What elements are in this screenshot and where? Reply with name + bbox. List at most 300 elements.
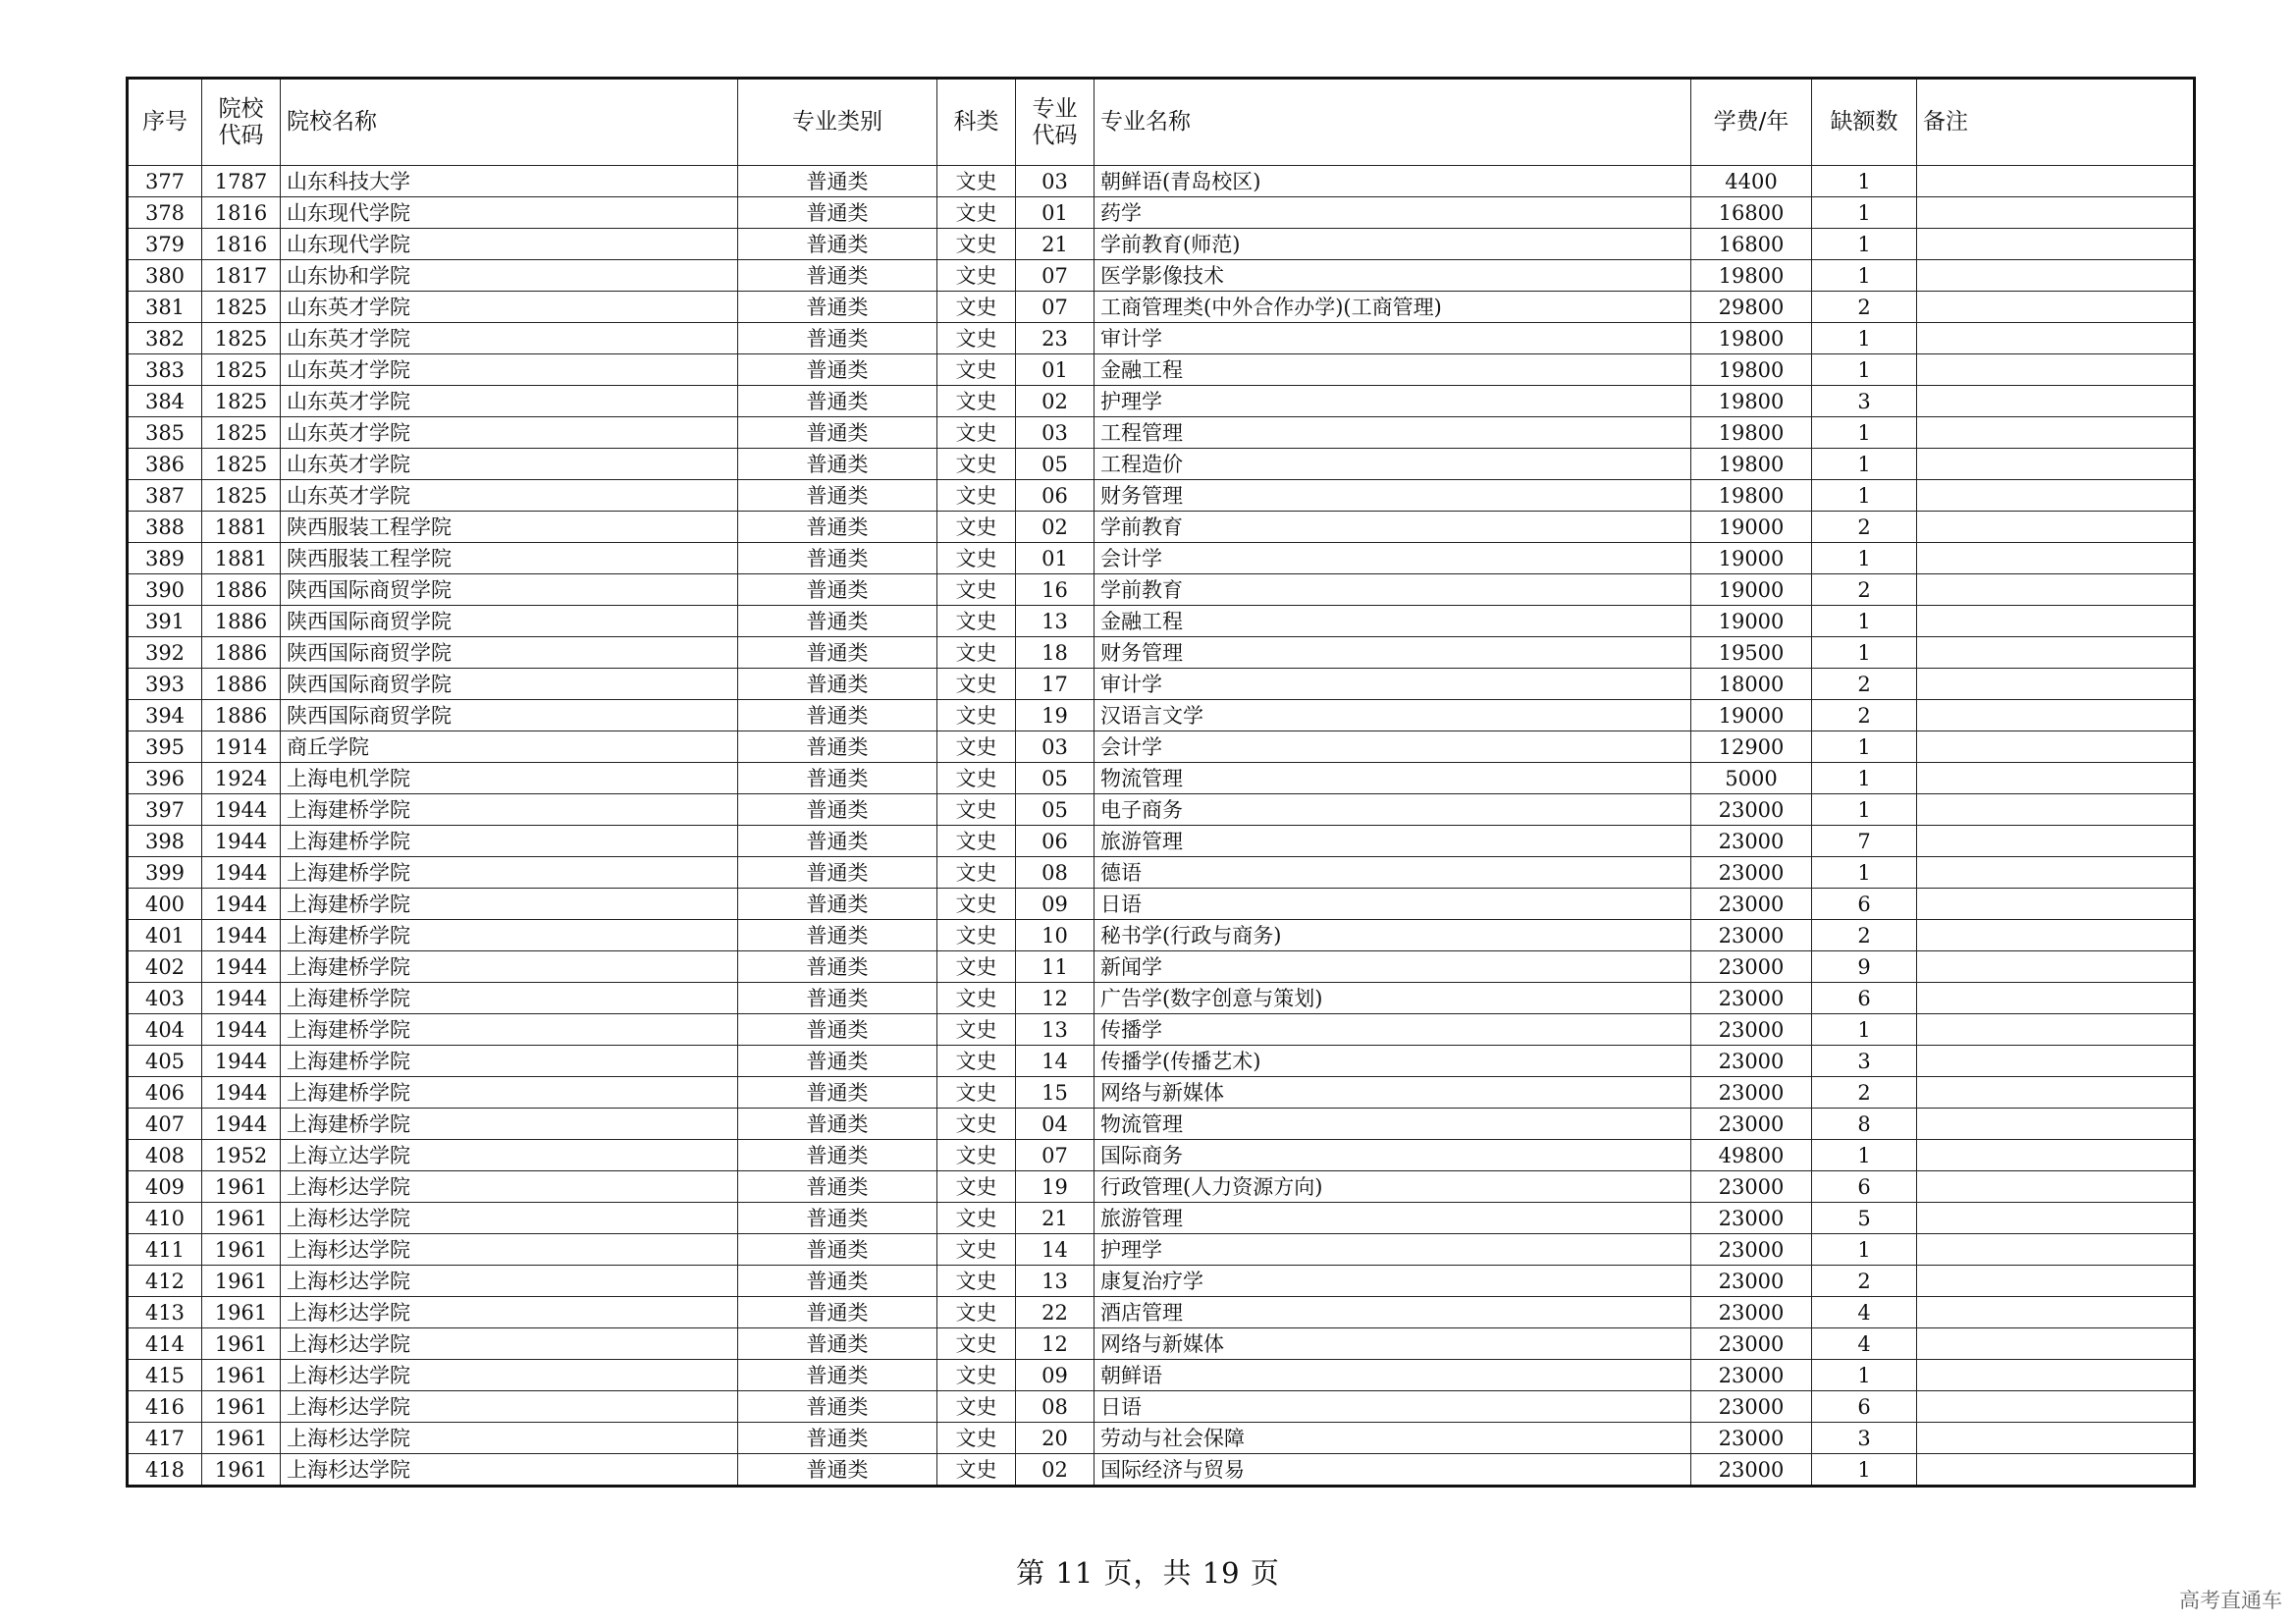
table-row [128, 1077, 2195, 1109]
cell-major-name: 护理学 [1095, 1234, 1691, 1266]
cell-school-code: 1825 [202, 386, 281, 417]
cell-tuition: 23000 [1691, 1171, 1812, 1203]
cell-remarks [1917, 1454, 2195, 1487]
cell-major-code: 05 [1016, 449, 1095, 480]
table-row [128, 1140, 2195, 1171]
cell-tuition: 18000 [1691, 669, 1812, 700]
cell-major-category: 普通类 [738, 1328, 937, 1360]
table-row [128, 669, 2195, 700]
cell-school-name: 陕西国际商贸学院 [281, 700, 738, 731]
table-row [128, 166, 2195, 197]
table-row [128, 637, 2195, 669]
cell-remarks [1917, 166, 2195, 197]
cell-vacancy: 1 [1812, 354, 1917, 386]
cell-major-code: 11 [1016, 951, 1095, 983]
cell-major-code: 21 [1016, 1203, 1095, 1234]
cell-vacancy: 1 [1812, 1140, 1917, 1171]
header-school-name: 院校名称 [281, 79, 738, 166]
cell-tuition: 23000 [1691, 1297, 1812, 1328]
cell-remarks [1917, 386, 2195, 417]
cell-serial: 393 [128, 669, 202, 700]
cell-school-code: 1961 [202, 1360, 281, 1391]
cell-subject-type: 文史 [937, 1109, 1016, 1140]
cell-vacancy: 1 [1812, 229, 1917, 260]
cell-major-name: 新闻学 [1095, 951, 1691, 983]
cell-vacancy: 2 [1812, 574, 1917, 606]
cell-serial: 391 [128, 606, 202, 637]
cell-major-code: 16 [1016, 574, 1095, 606]
cell-major-name: 劳动与社会保障 [1095, 1423, 1691, 1454]
cell-subject-type: 文史 [937, 1328, 1016, 1360]
cell-school-code: 1961 [202, 1234, 281, 1266]
cell-major-category: 普通类 [738, 1014, 937, 1046]
cell-tuition: 5000 [1691, 763, 1812, 794]
cell-school-name: 上海杉达学院 [281, 1171, 738, 1203]
cell-tuition: 19000 [1691, 700, 1812, 731]
table-row [128, 857, 2195, 889]
cell-major-code: 04 [1016, 1109, 1095, 1140]
cell-subject-type: 文史 [937, 606, 1016, 637]
cell-school-code: 1944 [202, 1077, 281, 1109]
cell-vacancy: 6 [1812, 1391, 1917, 1423]
cell-subject-type: 文史 [937, 354, 1016, 386]
cell-tuition: 23000 [1691, 951, 1812, 983]
cell-remarks [1917, 983, 2195, 1014]
cell-vacancy: 9 [1812, 951, 1917, 983]
cell-major-name: 金融工程 [1095, 354, 1691, 386]
table-body [128, 166, 2195, 1487]
cell-school-name: 山东现代学院 [281, 229, 738, 260]
cell-vacancy: 1 [1812, 543, 1917, 574]
cell-vacancy: 3 [1812, 386, 1917, 417]
table-row [128, 1454, 2195, 1487]
cell-serial: 409 [128, 1171, 202, 1203]
cell-school-code: 1886 [202, 669, 281, 700]
cell-school-code: 1961 [202, 1266, 281, 1297]
cell-tuition: 4400 [1691, 166, 1812, 197]
cell-major-code: 02 [1016, 386, 1095, 417]
cell-major-category: 普通类 [738, 794, 937, 826]
cell-serial: 416 [128, 1391, 202, 1423]
cell-subject-type: 文史 [937, 417, 1016, 449]
admission-vacancy-table [126, 77, 2196, 1488]
cell-major-category: 普通类 [738, 323, 937, 354]
cell-tuition: 19500 [1691, 637, 1812, 669]
cell-subject-type: 文史 [937, 1454, 1016, 1487]
cell-school-code: 1816 [202, 229, 281, 260]
cell-major-category: 普通类 [738, 889, 937, 920]
cell-major-code: 19 [1016, 700, 1095, 731]
cell-remarks [1917, 1297, 2195, 1328]
cell-school-code: 1817 [202, 260, 281, 292]
cell-school-code: 1914 [202, 731, 281, 763]
cell-major-code: 06 [1016, 826, 1095, 857]
table-row [128, 480, 2195, 512]
cell-remarks [1917, 1171, 2195, 1203]
cell-school-name: 上海建桥学院 [281, 1109, 738, 1140]
cell-subject-type: 文史 [937, 1203, 1016, 1234]
cell-remarks [1917, 1077, 2195, 1109]
cell-major-category: 普通类 [738, 543, 937, 574]
cell-school-code: 1825 [202, 323, 281, 354]
cell-remarks [1917, 731, 2195, 763]
cell-major-category: 普通类 [738, 763, 937, 794]
cell-vacancy: 1 [1812, 637, 1917, 669]
cell-remarks [1917, 826, 2195, 857]
cell-major-name: 电子商务 [1095, 794, 1691, 826]
table-row [128, 229, 2195, 260]
cell-school-code: 1944 [202, 1014, 281, 1046]
table-row [128, 889, 2195, 920]
cell-tuition: 23000 [1691, 1454, 1812, 1487]
cell-remarks [1917, 857, 2195, 889]
cell-vacancy: 1 [1812, 449, 1917, 480]
cell-tuition: 23000 [1691, 1423, 1812, 1454]
cell-remarks [1917, 1423, 2195, 1454]
cell-school-code: 1881 [202, 512, 281, 543]
cell-subject-type: 文史 [937, 983, 1016, 1014]
cell-serial: 411 [128, 1234, 202, 1266]
cell-major-code: 06 [1016, 480, 1095, 512]
cell-remarks [1917, 449, 2195, 480]
cell-major-code: 08 [1016, 857, 1095, 889]
cell-major-name: 工程造价 [1095, 449, 1691, 480]
cell-major-name: 传播学 [1095, 1014, 1691, 1046]
cell-vacancy: 1 [1812, 794, 1917, 826]
cell-school-code: 1961 [202, 1203, 281, 1234]
cell-school-name: 山东英才学院 [281, 449, 738, 480]
cell-remarks [1917, 669, 2195, 700]
cell-school-name: 上海建桥学院 [281, 1046, 738, 1077]
cell-major-category: 普通类 [738, 197, 937, 229]
table-row [128, 1266, 2195, 1297]
cell-major-name: 会计学 [1095, 731, 1691, 763]
cell-subject-type: 文史 [937, 480, 1016, 512]
cell-major-category: 普通类 [738, 1046, 937, 1077]
cell-tuition: 23000 [1691, 1014, 1812, 1046]
cell-serial: 403 [128, 983, 202, 1014]
cell-serial: 395 [128, 731, 202, 763]
cell-tuition: 19800 [1691, 480, 1812, 512]
cell-major-code: 13 [1016, 1014, 1095, 1046]
cell-vacancy: 2 [1812, 920, 1917, 951]
cell-major-category: 普通类 [738, 1171, 937, 1203]
cell-serial: 406 [128, 1077, 202, 1109]
cell-tuition: 23000 [1691, 826, 1812, 857]
cell-major-category: 普通类 [738, 354, 937, 386]
cell-school-name: 上海杉达学院 [281, 1203, 738, 1234]
cell-subject-type: 文史 [937, 197, 1016, 229]
cell-serial: 412 [128, 1266, 202, 1297]
cell-school-name: 上海电机学院 [281, 763, 738, 794]
cell-school-name: 上海杉达学院 [281, 1360, 738, 1391]
cell-major-code: 19 [1016, 1171, 1095, 1203]
table-row [128, 1328, 2195, 1360]
cell-serial: 388 [128, 512, 202, 543]
cell-major-code: 03 [1016, 417, 1095, 449]
cell-school-code: 1961 [202, 1454, 281, 1487]
cell-school-code: 1944 [202, 1046, 281, 1077]
cell-school-code: 1787 [202, 166, 281, 197]
cell-school-name: 上海建桥学院 [281, 1077, 738, 1109]
cell-school-code: 1961 [202, 1297, 281, 1328]
cell-major-name: 网络与新媒体 [1095, 1077, 1691, 1109]
cell-remarks [1917, 292, 2195, 323]
cell-remarks [1917, 889, 2195, 920]
cell-major-name: 秘书学(行政与商务) [1095, 920, 1691, 951]
cell-school-name: 上海杉达学院 [281, 1391, 738, 1423]
cell-school-name: 上海建桥学院 [281, 951, 738, 983]
cell-vacancy: 1 [1812, 166, 1917, 197]
cell-major-name: 金融工程 [1095, 606, 1691, 637]
cell-school-name: 上海杉达学院 [281, 1234, 738, 1266]
cell-school-code: 1944 [202, 983, 281, 1014]
cell-major-code: 09 [1016, 1360, 1095, 1391]
cell-school-code: 1952 [202, 1140, 281, 1171]
cell-school-code: 1944 [202, 826, 281, 857]
cell-school-name: 商丘学院 [281, 731, 738, 763]
cell-major-category: 普通类 [738, 512, 937, 543]
cell-school-name: 陕西国际商贸学院 [281, 574, 738, 606]
cell-subject-type: 文史 [937, 826, 1016, 857]
cell-remarks [1917, 637, 2195, 669]
table-row [128, 449, 2195, 480]
cell-serial: 385 [128, 417, 202, 449]
cell-major-name: 学前教育 [1095, 574, 1691, 606]
header-subject-type: 科类 [937, 79, 1016, 166]
cell-vacancy: 1 [1812, 606, 1917, 637]
cell-vacancy: 1 [1812, 1014, 1917, 1046]
cell-remarks [1917, 1203, 2195, 1234]
cell-remarks [1917, 512, 2195, 543]
cell-remarks [1917, 920, 2195, 951]
cell-subject-type: 文史 [937, 543, 1016, 574]
cell-subject-type: 文史 [937, 1077, 1016, 1109]
cell-tuition: 23000 [1691, 1328, 1812, 1360]
cell-major-name: 行政管理(人力资源方向) [1095, 1171, 1691, 1203]
cell-major-name: 酒店管理 [1095, 1297, 1691, 1328]
cell-serial: 400 [128, 889, 202, 920]
cell-remarks [1917, 229, 2195, 260]
cell-remarks [1917, 323, 2195, 354]
cell-tuition: 19800 [1691, 417, 1812, 449]
cell-serial: 405 [128, 1046, 202, 1077]
cell-remarks [1917, 260, 2195, 292]
cell-serial: 413 [128, 1297, 202, 1328]
cell-major-code: 08 [1016, 1391, 1095, 1423]
cell-vacancy: 1 [1812, 323, 1917, 354]
cell-vacancy: 1 [1812, 763, 1917, 794]
cell-subject-type: 文史 [937, 1014, 1016, 1046]
cell-school-name: 上海立达学院 [281, 1140, 738, 1171]
cell-subject-type: 文史 [937, 323, 1016, 354]
table-row [128, 826, 2195, 857]
cell-tuition: 19800 [1691, 386, 1812, 417]
cell-remarks [1917, 1046, 2195, 1077]
cell-vacancy: 6 [1812, 1171, 1917, 1203]
cell-vacancy: 7 [1812, 826, 1917, 857]
cell-major-category: 普通类 [738, 920, 937, 951]
table-row [128, 512, 2195, 543]
cell-remarks [1917, 1014, 2195, 1046]
cell-school-name: 上海建桥学院 [281, 857, 738, 889]
cell-school-code: 1825 [202, 292, 281, 323]
table-row [128, 951, 2195, 983]
cell-school-code: 1961 [202, 1423, 281, 1454]
cell-subject-type: 文史 [937, 1360, 1016, 1391]
cell-tuition: 19800 [1691, 354, 1812, 386]
cell-school-code: 1944 [202, 889, 281, 920]
cell-vacancy: 2 [1812, 1266, 1917, 1297]
header-row [128, 79, 2195, 166]
cell-subject-type: 文史 [937, 1297, 1016, 1328]
cell-subject-type: 文史 [937, 512, 1016, 543]
table-row [128, 323, 2195, 354]
cell-vacancy: 2 [1812, 1077, 1917, 1109]
cell-major-code: 10 [1016, 920, 1095, 951]
cell-subject-type: 文史 [937, 449, 1016, 480]
cell-subject-type: 文史 [937, 1423, 1016, 1454]
cell-vacancy: 1 [1812, 480, 1917, 512]
table-row [128, 260, 2195, 292]
cell-serial: 382 [128, 323, 202, 354]
cell-vacancy: 3 [1812, 1423, 1917, 1454]
cell-vacancy: 4 [1812, 1328, 1917, 1360]
table-row [128, 763, 2195, 794]
cell-subject-type: 文史 [937, 857, 1016, 889]
header-school-code: 院校代码 [202, 79, 281, 166]
cell-subject-type: 文史 [937, 637, 1016, 669]
cell-subject-type: 文史 [937, 1266, 1016, 1297]
cell-tuition: 19800 [1691, 449, 1812, 480]
cell-subject-type: 文史 [937, 794, 1016, 826]
cell-major-category: 普通类 [738, 386, 937, 417]
cell-remarks [1917, 1266, 2195, 1297]
cell-tuition: 19000 [1691, 512, 1812, 543]
cell-major-name: 学前教育(师范) [1095, 229, 1691, 260]
cell-school-code: 1944 [202, 1109, 281, 1140]
cell-major-name: 审计学 [1095, 669, 1691, 700]
cell-tuition: 19800 [1691, 323, 1812, 354]
watermark-text: 高考直通车 [2179, 1589, 2282, 1612]
cell-major-name: 物流管理 [1095, 763, 1691, 794]
cell-tuition: 23000 [1691, 1203, 1812, 1234]
cell-major-category: 普通类 [738, 1234, 937, 1266]
cell-tuition: 23000 [1691, 920, 1812, 951]
cell-vacancy: 6 [1812, 983, 1917, 1014]
cell-major-name: 网络与新媒体 [1095, 1328, 1691, 1360]
cell-subject-type: 文史 [937, 292, 1016, 323]
cell-school-code: 1886 [202, 574, 281, 606]
cell-school-code: 1886 [202, 700, 281, 731]
cell-major-category: 普通类 [738, 292, 937, 323]
cell-school-name: 上海建桥学院 [281, 826, 738, 857]
cell-major-code: 02 [1016, 1454, 1095, 1487]
table-row [128, 1109, 2195, 1140]
cell-remarks [1917, 543, 2195, 574]
cell-major-category: 普通类 [738, 1140, 937, 1171]
cell-major-name: 国际经济与贸易 [1095, 1454, 1691, 1487]
cell-subject-type: 文史 [937, 1234, 1016, 1266]
cell-tuition: 49800 [1691, 1140, 1812, 1171]
cell-school-code: 1881 [202, 543, 281, 574]
cell-subject-type: 文史 [937, 1391, 1016, 1423]
cell-major-code: 12 [1016, 1328, 1095, 1360]
cell-serial: 389 [128, 543, 202, 574]
cell-serial: 398 [128, 826, 202, 857]
cell-serial: 379 [128, 229, 202, 260]
cell-school-code: 1924 [202, 763, 281, 794]
cell-major-name: 护理学 [1095, 386, 1691, 417]
cell-major-code: 14 [1016, 1046, 1095, 1077]
cell-subject-type: 文史 [937, 1171, 1016, 1203]
cell-major-code: 07 [1016, 260, 1095, 292]
cell-remarks [1917, 1391, 2195, 1423]
cell-tuition: 19000 [1691, 543, 1812, 574]
cell-remarks [1917, 763, 2195, 794]
cell-school-name: 陕西服装工程学院 [281, 543, 738, 574]
table-row [128, 700, 2195, 731]
cell-remarks [1917, 417, 2195, 449]
cell-vacancy: 2 [1812, 512, 1917, 543]
cell-major-category: 普通类 [738, 826, 937, 857]
cell-school-code: 1944 [202, 920, 281, 951]
cell-major-name: 药学 [1095, 197, 1691, 229]
cell-major-code: 07 [1016, 1140, 1095, 1171]
cell-serial: 384 [128, 386, 202, 417]
cell-subject-type: 文史 [937, 574, 1016, 606]
table-row [128, 1171, 2195, 1203]
cell-school-name: 上海杉达学院 [281, 1328, 738, 1360]
cell-tuition: 16800 [1691, 197, 1812, 229]
cell-major-code: 01 [1016, 354, 1095, 386]
cell-serial: 380 [128, 260, 202, 292]
cell-major-code: 21 [1016, 229, 1095, 260]
cell-subject-type: 文史 [937, 920, 1016, 951]
cell-vacancy: 1 [1812, 857, 1917, 889]
cell-serial: 408 [128, 1140, 202, 1171]
cell-serial: 401 [128, 920, 202, 951]
cell-vacancy: 2 [1812, 700, 1917, 731]
cell-major-name: 传播学(传播艺术) [1095, 1046, 1691, 1077]
cell-subject-type: 文史 [937, 669, 1016, 700]
cell-major-category: 普通类 [738, 951, 937, 983]
cell-school-name: 山东英才学院 [281, 386, 738, 417]
table-row [128, 920, 2195, 951]
cell-school-name: 山东英才学院 [281, 417, 738, 449]
cell-major-code: 12 [1016, 983, 1095, 1014]
cell-school-name: 陕西国际商贸学院 [281, 669, 738, 700]
table-row [128, 1297, 2195, 1328]
cell-major-category: 普通类 [738, 417, 937, 449]
cell-tuition: 19800 [1691, 260, 1812, 292]
cell-serial: 402 [128, 951, 202, 983]
cell-remarks [1917, 1234, 2195, 1266]
header-remarks: 备注 [1917, 79, 2195, 166]
cell-serial: 417 [128, 1423, 202, 1454]
cell-major-category: 普通类 [738, 700, 937, 731]
cell-school-name: 山东协和学院 [281, 260, 738, 292]
cell-major-code: 05 [1016, 763, 1095, 794]
table-row [128, 983, 2195, 1014]
cell-major-name: 广告学(数字创意与策划) [1095, 983, 1691, 1014]
cell-remarks [1917, 1328, 2195, 1360]
cell-major-name: 工商管理类(中外合作办学)(工商管理) [1095, 292, 1691, 323]
cell-major-code: 18 [1016, 637, 1095, 669]
cell-major-category: 普通类 [738, 983, 937, 1014]
cell-major-category: 普通类 [738, 606, 937, 637]
cell-major-category: 普通类 [738, 229, 937, 260]
